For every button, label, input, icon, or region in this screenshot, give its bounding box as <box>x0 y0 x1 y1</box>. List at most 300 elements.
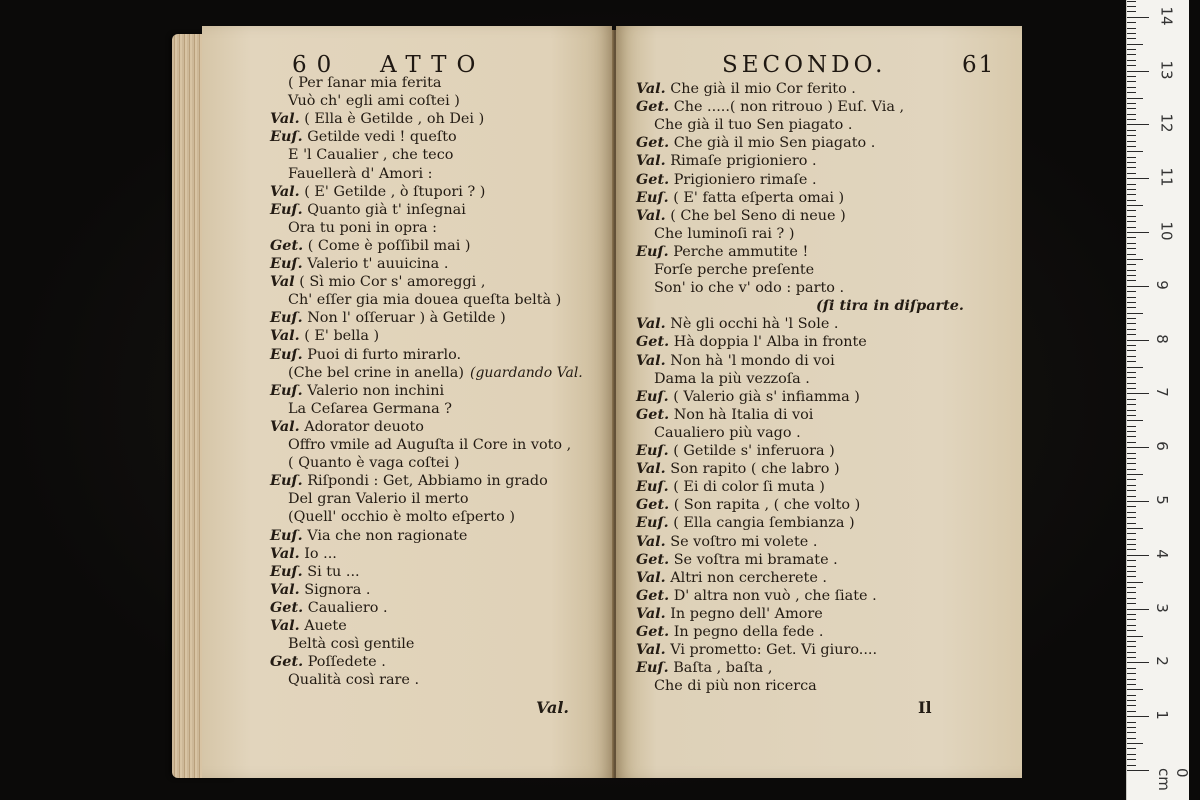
ruler-tick <box>1127 367 1143 368</box>
line-text: Prigioniero rimaſe . <box>673 171 817 188</box>
text-line <box>654 225 794 243</box>
line-text: ( Son rapita , ( che volto ) <box>673 497 861 514</box>
ruler-tick <box>1127 184 1136 185</box>
ruler-tick <box>1127 641 1136 642</box>
text-line <box>270 545 337 563</box>
line-text: Se voſtro mi volete . <box>670 533 818 550</box>
line-text: (Quell' occhio è molto eſperto ) <box>288 509 515 526</box>
text-line <box>654 370 810 388</box>
ruler-tick <box>1127 307 1136 308</box>
text-line <box>288 508 515 526</box>
ruler-tick <box>1127 722 1136 723</box>
speaker-name: Val. <box>636 351 666 369</box>
text-line <box>636 98 904 116</box>
speaker-name: Euſ. <box>636 659 669 677</box>
text-line <box>636 533 817 551</box>
ruler-label: 4 <box>1152 549 1171 559</box>
text-line <box>270 472 548 490</box>
text-line <box>270 273 485 291</box>
ruler-tick <box>1127 646 1136 647</box>
text-line <box>636 243 808 261</box>
text-line <box>270 581 370 599</box>
ruler-tick <box>1127 598 1136 599</box>
ruler-tick <box>1127 442 1136 443</box>
ruler-tick <box>1127 458 1136 459</box>
text-line <box>654 279 844 297</box>
ruler-label: 3 <box>1152 602 1171 613</box>
left-page-header: ATTO <box>380 52 486 78</box>
line-text: ( E' Getilde , ò ſtupori ? ) <box>304 183 486 200</box>
speaker-name: Val <box>270 273 295 291</box>
line-text: Non hà 'l mondo di voi <box>670 352 835 369</box>
text-line <box>270 527 467 545</box>
ruler-tick <box>1127 614 1136 615</box>
speaker-name: Val. <box>636 641 666 659</box>
ruler-tick <box>1127 727 1136 728</box>
ruler-tick <box>1127 716 1149 717</box>
ruler-label: 7 <box>1152 387 1171 398</box>
ruler-tick <box>1127 11 1136 12</box>
speaker-name: Get. <box>636 550 670 568</box>
speaker-name: Val. <box>270 182 300 200</box>
text-line <box>636 315 838 333</box>
ruler-tick <box>1127 119 1136 120</box>
ruler-tick <box>1127 130 1136 131</box>
ruler-tick <box>1127 17 1149 18</box>
ruler-tick <box>1127 447 1149 448</box>
ruler-tick <box>1127 345 1136 346</box>
text-line <box>270 255 448 273</box>
line-text: ( Che bel Seno di neue ) <box>670 207 846 224</box>
text-line <box>636 605 823 623</box>
speaker-name: Get. <box>270 653 304 671</box>
ruler-label: 10 <box>1157 221 1176 241</box>
speaker-name: Euſ. <box>270 255 303 272</box>
line-text: La Ceſarea Germana ? <box>288 400 452 417</box>
ruler-tick <box>1127 592 1136 593</box>
ruler-tick <box>1127 135 1136 136</box>
line-text: Nè gli occhi hà 'l Sole . <box>670 316 839 333</box>
text-line <box>270 346 461 364</box>
text-line <box>288 219 437 237</box>
speaker-name: Get. <box>636 623 670 640</box>
line-text: Perche ammutite ! <box>673 243 809 260</box>
text-line <box>636 551 838 569</box>
speaker-name: Get. <box>270 236 304 254</box>
line-text: Se voſtra mi bramate . <box>673 551 838 568</box>
ruler-tick <box>1127 474 1143 475</box>
ruler-tick <box>1127 506 1136 507</box>
speaker-name: Val. <box>270 617 300 634</box>
text-line <box>288 436 571 454</box>
text-line <box>270 183 485 201</box>
left-page <box>202 26 612 778</box>
open-book <box>172 26 1022 780</box>
line-text: Che di più non ricerca <box>654 678 817 695</box>
ruler-tick <box>1127 748 1136 749</box>
line-text: ( Ella è Getilde , oh Dei ) <box>304 111 485 128</box>
ruler-tick <box>1127 60 1136 61</box>
ruler-tick <box>1127 173 1136 174</box>
line-text: (Che bel crine in anella) <box>288 364 464 381</box>
ruler-tick <box>1127 566 1136 567</box>
line-text: Poſſedete . <box>307 654 386 671</box>
line-text: Del gran Valerio il merto <box>288 491 469 508</box>
right-page <box>616 26 1022 778</box>
speaker-name: Get. <box>636 496 670 514</box>
ruler-label: 0 cm <box>1155 768 1191 791</box>
ruler-tick <box>1127 243 1136 244</box>
text-line <box>654 677 817 695</box>
text-line <box>270 653 386 671</box>
text-line <box>636 514 855 532</box>
speaker-name: Val. <box>636 568 666 586</box>
line-text: Dama la più vezzoſa . <box>654 370 810 387</box>
text-line <box>270 563 360 581</box>
ruler-tick <box>1127 700 1136 701</box>
line-text: ( E' fatta eſperta omai ) <box>673 189 845 206</box>
ruler-tick <box>1127 560 1136 561</box>
line-text: ( Valerio già s' infiamma ) <box>673 388 860 405</box>
ruler-tick <box>1127 684 1136 685</box>
ruler-tick <box>1127 221 1136 222</box>
ruler-tick <box>1127 361 1136 362</box>
ruler-tick <box>1127 6 1136 7</box>
speaker-name: Euſ. <box>270 472 303 490</box>
line-text: ( Getilde s' inferuora ) <box>673 443 835 459</box>
line-text: Che luminoſi rai ? ) <box>654 225 795 242</box>
speaker-name: Get. <box>636 333 670 351</box>
text-line <box>270 599 388 617</box>
ruler-tick <box>1127 114 1136 115</box>
ruler-tick <box>1127 765 1136 766</box>
ruler-label: 6 <box>1152 441 1171 451</box>
ruler-tick <box>1127 420 1143 421</box>
ruler-tick <box>1127 178 1149 179</box>
text-line <box>636 659 772 677</box>
text-line <box>288 74 442 92</box>
ruler-tick <box>1127 302 1136 303</box>
ruler-tick <box>1127 404 1136 405</box>
ruler-tick <box>1127 393 1149 394</box>
text-line <box>636 189 844 207</box>
ruler-tick <box>1127 372 1136 373</box>
ruler-tick <box>1127 81 1136 82</box>
line-text: Rimaſe prigioniero . <box>670 153 817 170</box>
ruler-tick <box>1127 463 1136 464</box>
speaker-name: Euſ. <box>636 242 669 260</box>
ruler-tick <box>1127 356 1136 357</box>
ruler-tick <box>1127 587 1136 588</box>
ruler-label: 11 <box>1157 167 1176 187</box>
ruler-tick <box>1127 280 1136 281</box>
line-text: Che già il tuo Sen piagato . <box>654 117 853 134</box>
ruler-tick <box>1127 92 1136 93</box>
text-line <box>636 388 860 406</box>
line-text: Auete <box>304 618 347 634</box>
stage-direction: (guardando Val. <box>470 365 583 381</box>
ruler-tick <box>1127 141 1136 142</box>
ruler-tick <box>1127 705 1136 706</box>
line-text: Ora tu poni in opra : <box>288 219 437 236</box>
ruler-tick <box>1127 383 1136 384</box>
line-text: Che già il mio Cor ferito . <box>670 81 856 97</box>
ruler-tick <box>1127 264 1136 265</box>
ruler-label: 13 <box>1157 60 1176 80</box>
speaker-name: Euſ. <box>636 442 669 459</box>
line-text: ( Per ſanar mia ferita <box>288 75 442 91</box>
ruler-label: 1 <box>1152 710 1171 720</box>
line-text: Hà doppia l' Alba in fronte <box>673 334 867 351</box>
ruler-tick <box>1127 517 1136 518</box>
line-text: Caualiero più vago . <box>654 424 801 441</box>
ruler-tick <box>1127 689 1143 690</box>
speaker-name: Get. <box>636 134 670 152</box>
ruler-tick <box>1127 291 1136 292</box>
text-line <box>654 261 814 279</box>
ruler-tick <box>1127 512 1136 513</box>
text-line <box>636 207 846 225</box>
text-line <box>288 92 460 110</box>
speaker-name: Val. <box>270 110 300 128</box>
ruler-tick <box>1127 124 1149 125</box>
ruler-tick <box>1127 44 1143 45</box>
text-line <box>654 424 801 442</box>
text-line <box>270 617 347 635</box>
ruler-tick <box>1127 630 1136 631</box>
speaker-name: Get. <box>636 170 670 188</box>
ruler-tick <box>1127 318 1136 319</box>
speaker-name: Val. <box>270 544 300 562</box>
ruler-tick <box>1127 609 1149 610</box>
ruler-tick <box>1127 549 1136 550</box>
ruler-label: 14 <box>1157 6 1176 26</box>
ruler-tick <box>1127 248 1136 249</box>
ruler-tick <box>1127 334 1136 335</box>
line-text: Non hà Italia di voi <box>673 406 814 423</box>
ruler-tick <box>1127 189 1136 190</box>
ruler-tick <box>1127 496 1136 497</box>
ruler-tick <box>1127 157 1136 158</box>
ruler-tick <box>1127 501 1149 502</box>
speaker-name: Euſ. <box>270 128 303 146</box>
ruler-tick <box>1127 377 1136 378</box>
text-line <box>636 406 813 424</box>
text-line <box>270 110 484 128</box>
ruler-tick <box>1127 87 1136 88</box>
ruler-tick <box>1127 619 1136 620</box>
text-line <box>636 152 817 170</box>
text-line <box>636 80 856 98</box>
ruler-tick <box>1127 313 1143 314</box>
ruler-tick <box>1127 625 1136 626</box>
line-text: Baſta , baſta , <box>673 660 773 677</box>
speaker-name: Euſ. <box>270 381 303 399</box>
ruler-tick <box>1127 770 1149 771</box>
line-text: In pegno della fede . <box>673 624 824 640</box>
speaker-name: Val. <box>270 327 300 345</box>
ruler-label: 2 <box>1152 656 1171 667</box>
line-text: Adorator deuoto <box>304 418 424 435</box>
speaker-name: Val. <box>636 152 666 170</box>
line-text: Vuò ch' egli ami coſtei ) <box>288 93 460 110</box>
ruler-tick <box>1127 71 1149 72</box>
speaker-name: Get. <box>636 586 670 604</box>
line-text: Che .....( non ritrouo ) Euſ. Via , <box>673 99 905 116</box>
ruler-tick <box>1127 426 1136 427</box>
speaker-name: Val. <box>270 417 300 435</box>
ruler-tick <box>1127 668 1136 669</box>
ruler-tick <box>1127 485 1136 486</box>
ruler-tick <box>1127 216 1136 217</box>
text-line <box>270 418 424 436</box>
speaker-name: Val. <box>270 580 300 598</box>
ruler-tick <box>1127 254 1136 255</box>
text-line <box>270 237 471 255</box>
line-text: Valerio non inchini <box>307 382 445 399</box>
ruler-tick <box>1127 657 1136 658</box>
speaker-name: Euſ. <box>636 387 669 405</box>
ruler-tick <box>1127 1 1136 2</box>
line-text: ( E' bella ) <box>304 328 380 345</box>
measurement-ruler <box>1126 0 1189 800</box>
text-line <box>636 587 877 605</box>
ruler-tick <box>1127 227 1136 228</box>
ruler-tick <box>1127 38 1136 39</box>
ruler-tick <box>1127 738 1136 739</box>
ruler-tick <box>1127 759 1136 760</box>
ruler-tick <box>1127 576 1136 577</box>
line-text: Son' io che v' odo : parto . <box>654 280 845 297</box>
ruler-tick <box>1127 270 1136 271</box>
speaker-name: Val. <box>636 604 666 622</box>
ruler-tick <box>1127 108 1136 109</box>
ruler-tick <box>1127 410 1136 411</box>
line-text: Getilde vedi ! queſto <box>307 129 457 146</box>
ruler-tick <box>1127 167 1136 168</box>
line-text: Puoi di furto mirarlo. <box>307 346 462 363</box>
text-line <box>636 442 835 460</box>
ruler-tick <box>1127 469 1136 470</box>
ruler-label: 8 <box>1152 333 1171 344</box>
line-text: D' altra non vuò , che ſiate . <box>673 587 877 604</box>
line-text: Offro vmile ad Auguſta il Core in voto , <box>288 437 572 453</box>
ruler-tick <box>1127 479 1136 480</box>
line-text: Via che non ragionate <box>307 527 468 544</box>
speaker-name: Euſ. <box>270 345 303 363</box>
text-line <box>636 171 817 189</box>
ruler-tick <box>1127 54 1136 55</box>
line-text: Quanto già t' inſegnai <box>307 201 466 218</box>
line-text: (ſi tira in diſparte. <box>816 297 964 315</box>
line-text: Io ... <box>304 545 337 562</box>
ruler-tick <box>1127 22 1136 23</box>
speaker-name: Euſ. <box>636 478 669 496</box>
text-line <box>270 201 466 219</box>
text-line <box>636 460 840 478</box>
ruler-tick <box>1127 743 1143 744</box>
ruler-tick <box>1127 65 1136 66</box>
ruler-tick <box>1127 323 1136 324</box>
ruler-tick <box>1127 151 1143 152</box>
line-text: Beltà così gentile <box>288 636 415 653</box>
text-line <box>270 327 379 345</box>
ruler-tick <box>1127 49 1136 50</box>
line-text: Signora . <box>304 581 371 598</box>
speaker-name: Euſ. <box>270 562 303 580</box>
ruler-tick <box>1127 237 1136 238</box>
speaker-name: Val. <box>636 80 666 97</box>
line-text: Si tu ... <box>307 563 360 580</box>
ruler-tick <box>1127 259 1143 260</box>
speaker-name: Euſ. <box>270 200 303 218</box>
line-text: Son rapito ( che labro ) <box>670 461 840 478</box>
right-page-header: SECONDO. <box>722 52 887 78</box>
ruler-tick <box>1127 340 1149 341</box>
ruler-tick <box>1127 146 1136 147</box>
line-text: Ch' eſſer gia mia douea queſta beltà ) <box>288 292 562 309</box>
text-line <box>816 297 964 315</box>
line-text: Forſe perche preſente <box>654 262 815 278</box>
speaker-name: Euſ. <box>636 188 669 206</box>
line-text: ( Quanto è vaga coſtei ) <box>288 455 460 472</box>
text-line <box>288 291 561 309</box>
ruler-tick <box>1127 652 1136 653</box>
line-text: E 'l Caualier , che teco <box>288 147 454 164</box>
ruler-tick <box>1127 732 1136 733</box>
line-text: ( Ei di color ſi muta ) <box>673 479 825 496</box>
ruler-tick <box>1127 194 1136 195</box>
ruler-tick <box>1127 528 1143 529</box>
ruler-tick <box>1127 490 1136 491</box>
line-text: Valerio t' auuicina . <box>307 256 449 272</box>
ruler-tick <box>1127 297 1136 298</box>
line-text: ( Ella cangia ſembianza ) <box>673 515 855 532</box>
speaker-name: Val. <box>636 315 666 333</box>
text-line <box>636 478 825 496</box>
ruler-tick <box>1127 76 1136 77</box>
ruler-tick <box>1127 636 1143 637</box>
line-text: Qualità così rare . <box>288 672 420 689</box>
ruler-tick <box>1127 539 1136 540</box>
ruler-tick <box>1127 388 1136 389</box>
ruler-label: 12 <box>1157 113 1176 133</box>
ruler-tick <box>1127 662 1149 663</box>
text-line <box>288 490 469 508</box>
ruler-tick <box>1127 350 1136 351</box>
ruler-tick <box>1127 286 1149 287</box>
text-line <box>270 309 506 327</box>
speaker-name: Get. <box>636 405 670 423</box>
ruler-tick <box>1127 453 1136 454</box>
speaker-name: Euſ. <box>270 526 303 544</box>
line-text: ( Sì mio Cor s' amoreggi , <box>299 274 486 291</box>
text-line <box>636 641 877 659</box>
ruler-tick <box>1127 673 1136 674</box>
text-line <box>270 382 444 400</box>
text-line <box>636 623 823 641</box>
ruler-tick <box>1127 431 1136 432</box>
ruler-tick <box>1127 679 1136 680</box>
ruler-tick <box>1127 329 1136 330</box>
speaker-name: Euſ. <box>270 309 303 327</box>
line-text: Caualiero . <box>307 599 388 616</box>
ruler-tick <box>1127 399 1136 400</box>
text-line <box>654 116 852 134</box>
ruler-tick <box>1127 533 1136 534</box>
ruler-tick <box>1127 210 1136 211</box>
ruler-tick <box>1127 275 1136 276</box>
